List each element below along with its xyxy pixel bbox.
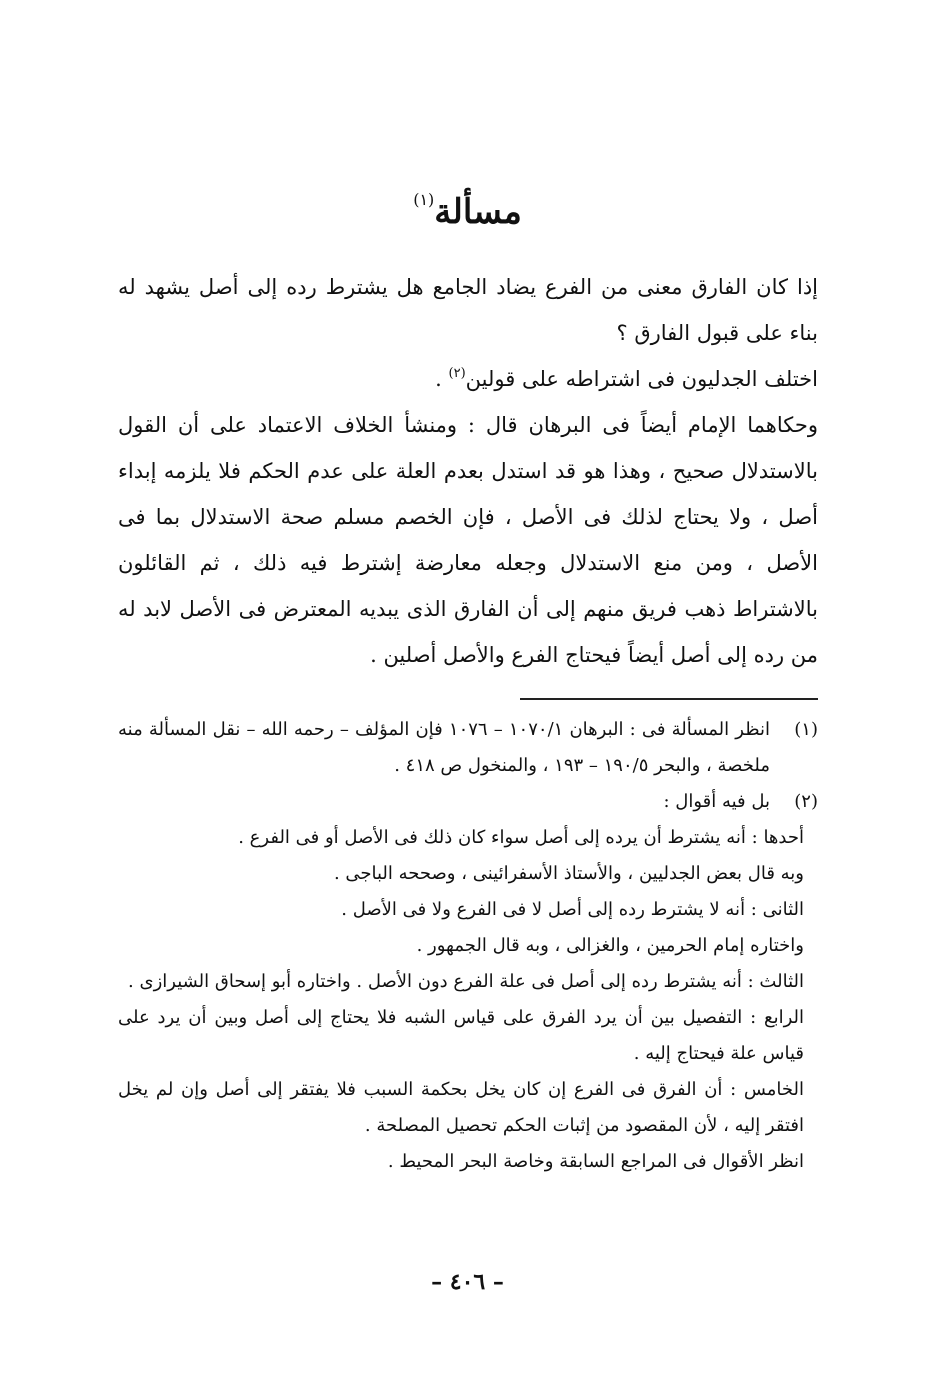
footnote-ref-2: (٢) [448,366,466,381]
paragraph-disagreement [118,356,818,402]
opinion-first-holders: وبه قال بعض الجدليين ، والأستاذ الأسفرائينى ، وصححه الباجى . [333,863,804,884]
footnote-2-opinions [118,820,818,1180]
page-number: – ٤٠٦ – [431,1269,504,1295]
footnote-body [118,712,770,784]
opinion-first: أحدها : أنه يشترط أن يرده إلى أصل سواء كان ذلك فى الأصل أو فى الفرع . [238,827,804,848]
opinion-second: الثانى : أنه لا يشترط رده إلى أصل لا فى الفرع ولا فى الأصل . [341,899,804,920]
body-text [118,264,818,678]
opinions-reference: انظر الأقوال فى المراجع السابقة وخاصة البحر المحيط . [387,1151,804,1172]
footnote-number: (١) [794,719,818,740]
paragraph-disagreement-end: . [435,367,449,391]
paragraph-question: إذا كان الفارق معنى من الفرع يضاد الجامع هل يشترط رده إلى أصل يشهد له بناء على قبول الفارق ؟ [118,275,818,345]
footnotes [118,712,818,1180]
opinion-second-holders: واختاره إمام الحرمين ، والغزالى ، وبه قال الجمهور . [416,935,804,956]
opinion-fifth: الخامس : أن الفرق فى الفرع إن كان يخل بحكمة السبب فلا يفتقر إلى أصل وإن لم يخل افتقر إليه ، لأن المقصود من إثبات الحكم تحصيل المصلحة . [118,1079,804,1136]
opinion-third: الثالث : أنه يشترط رده إلى أصل فى علة الفرع دون الأصل . واختاره أبو إسحاق الشيرازى . [128,971,804,992]
footnote-number: (٢) [794,791,818,812]
page-title [0,170,935,242]
title-footnote-ref: (١) [413,190,435,209]
footnote-separator [520,698,818,700]
title-text: مسألة [434,192,522,232]
footnote-2 [118,784,818,820]
footnote-body [118,784,770,820]
footnote-1 [118,712,818,784]
footnote-intro: بل فيه أقوال : [663,791,770,812]
opinion-fourth: الرابع : التفصيل بين أن يرد الفرق على قياس الشبه فلا يحتاج إلى أصل وبين أن يرد على قياس علة فيحتاج إليه . [118,1007,804,1064]
paragraph-disagreement-text: اختلف الجدليون فى اشتراطه على قولين [465,367,818,391]
paragraph-burhan: وحكاهما الإمام أيضاً فى البرهان قال : ومنشأ الخلاف الاعتماد على أن القول بالاستدلال صحيح ، وهذا هو قد استدل بعدم العلة على عدم الحكم فلا يلزمه إبداء أصل ، ولا يحتاج لذلك فى الأصل ، فإن الخصم مسلم صحة الاستدلال بما فى الأصل ، ومن منع الاستدلال وجعله معارضة إشترط فيه ذلك ، ثم القائلون بالاشتراط ذهب فريق منهم إلى أن الفارق الذى يبديه المعترض فى الأصل لابد له من رده إلى أصل أيضاً فيحتاج الفرع والأصل أصلين . [118,413,818,667]
footnote-text: انظر المسألة فى : البرهان ١٠٧٠/١ – ١٠٧٦ فإن المؤلف – رحمه الله – نقل المسألة منه ملخصة ، والبحر ١٩٠/٥ – ١٩٣ ، والمنخول ص ٤١٨ . [118,719,771,776]
